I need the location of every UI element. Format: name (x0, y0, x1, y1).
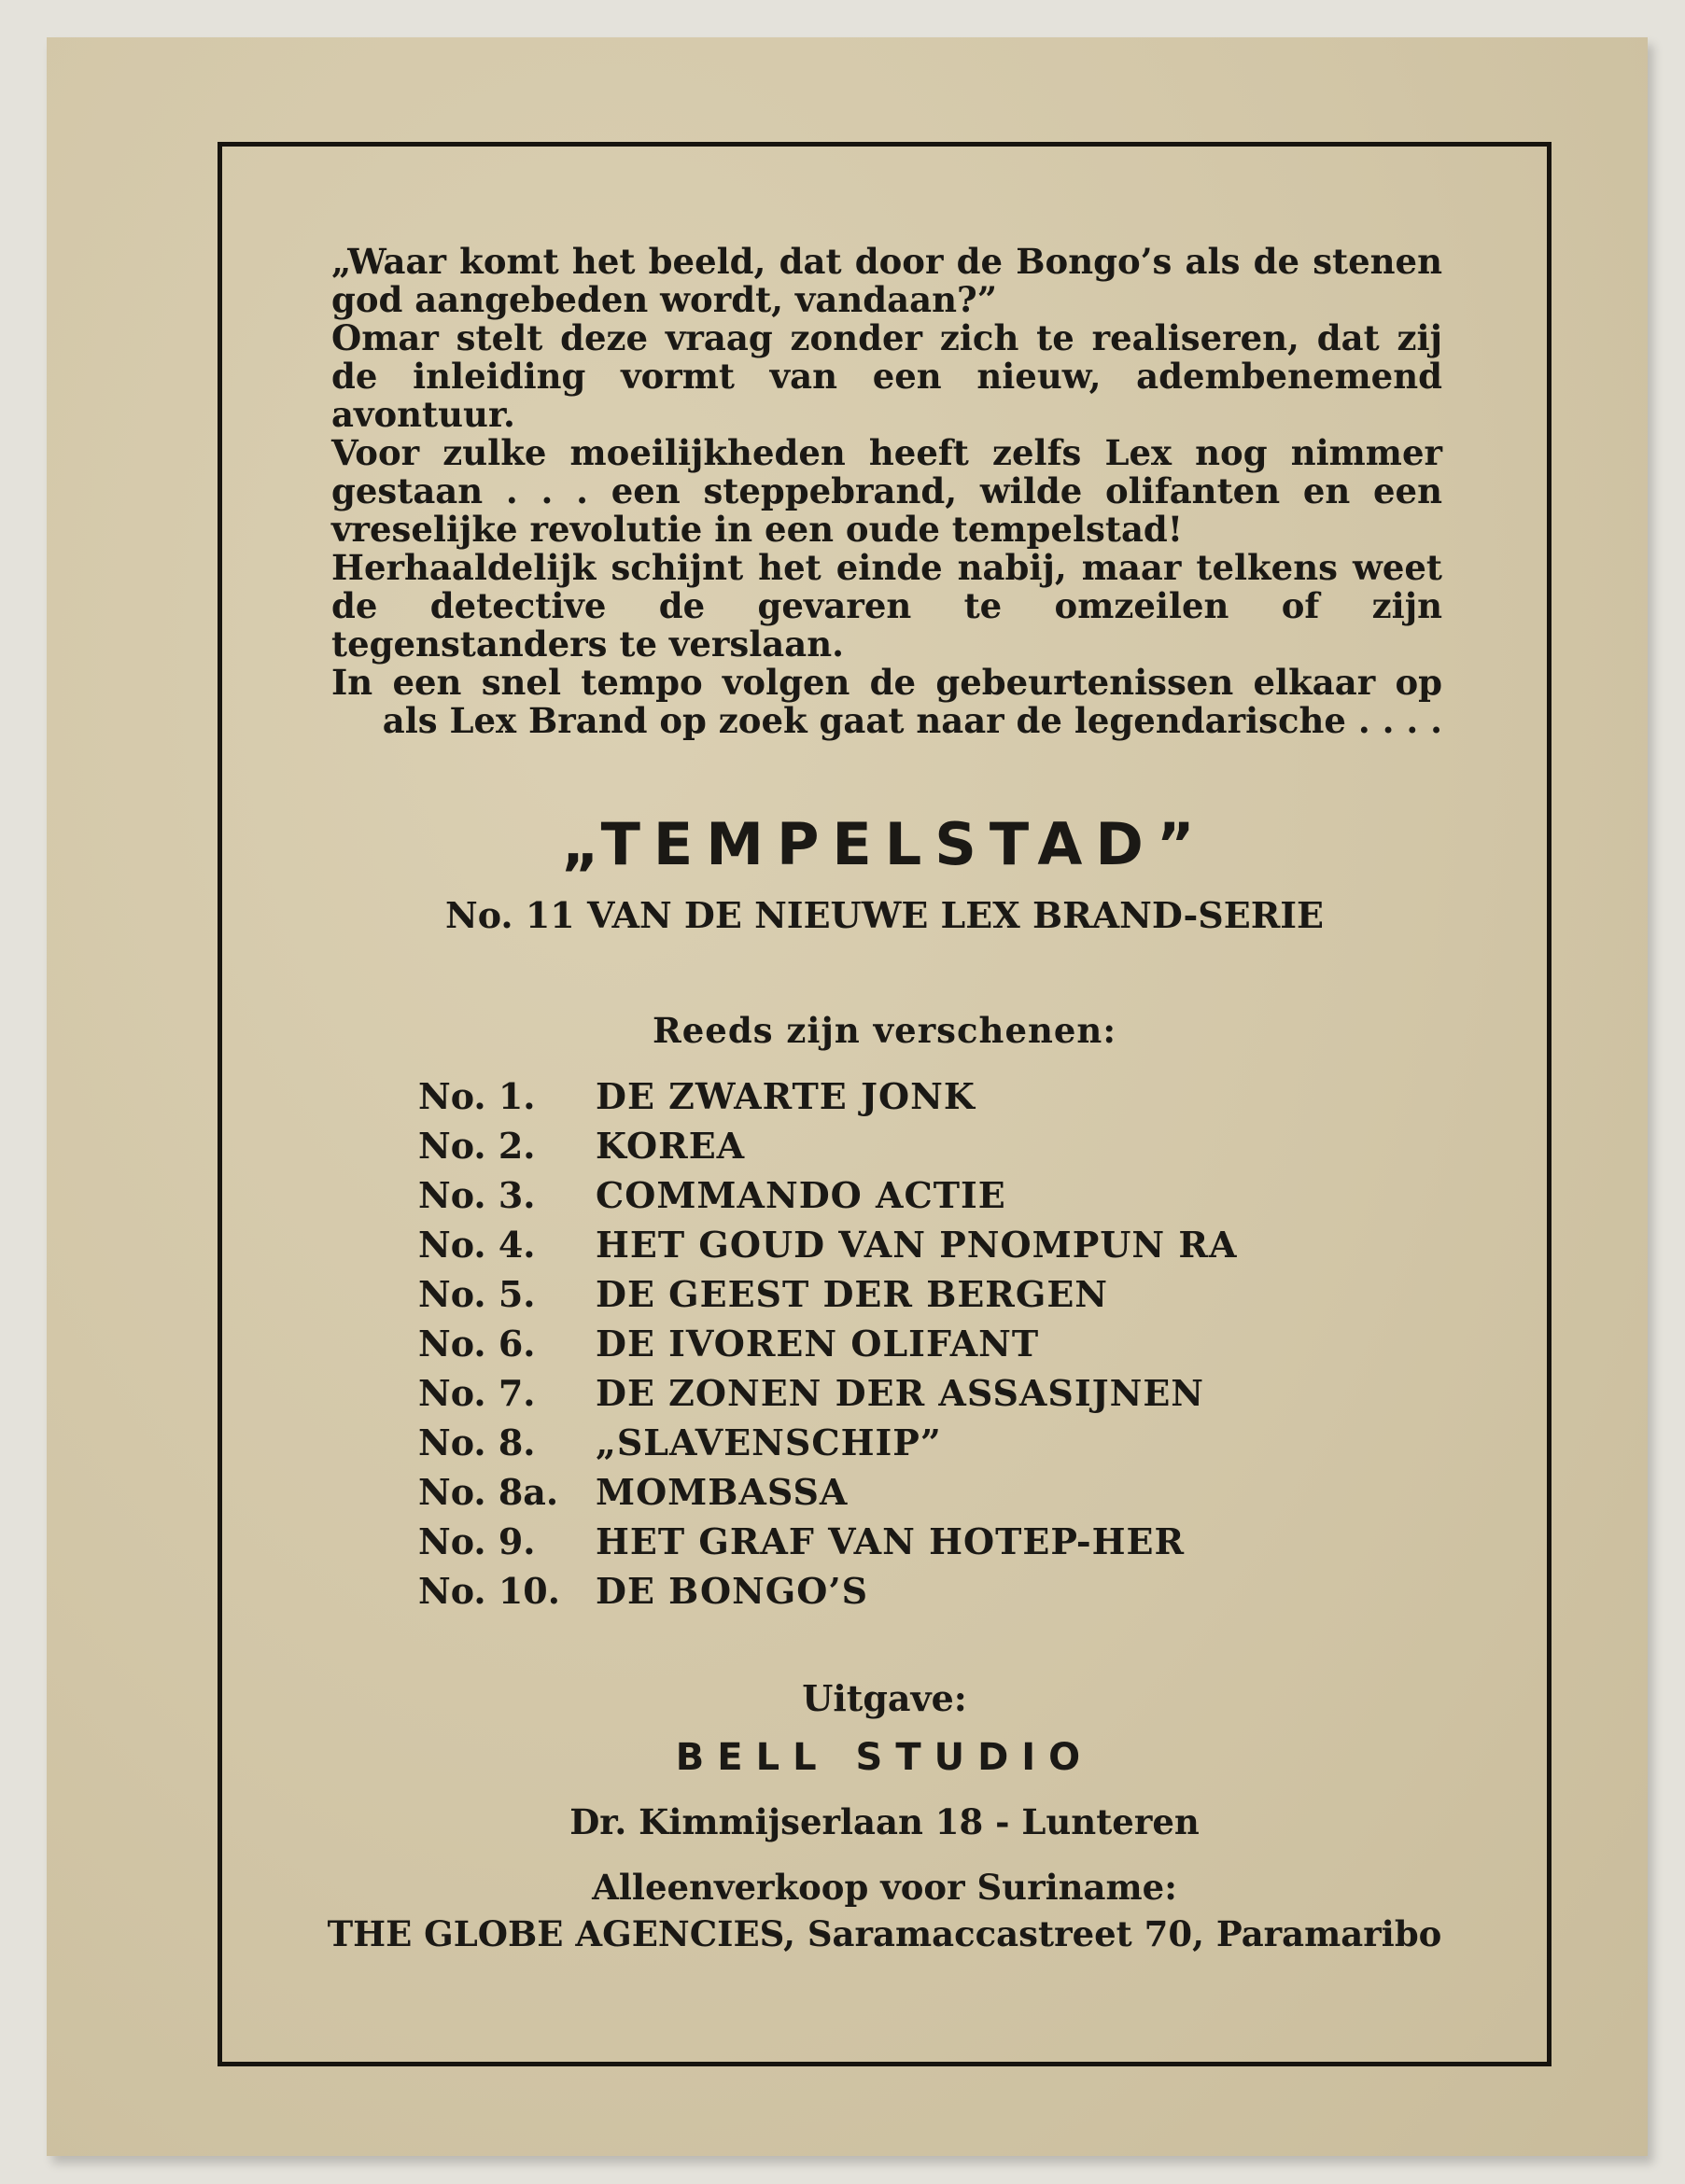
issue-number: No. 9. (418, 1520, 536, 1562)
list-item (418, 1566, 1352, 1616)
issue-title: „SLAVENSCHIP” (596, 1421, 942, 1463)
blurb-paragraph: „Waar komt het beeld, dat door de Bongo’s als de stenen god aangebeden wordt, vandaan?” (331, 241, 1442, 320)
blurb-text (331, 243, 1442, 740)
blurb-paragraph: Omar stelt deze vraag zonder zich te realiseren, dat zij de inleiding vormt van een nieuw, adembenemend avontuur. (331, 317, 1442, 435)
list-item (418, 1467, 1352, 1517)
list-item (418, 1368, 1352, 1418)
series-subtitle: No. 11 VAN DE NIEUWE LEX BRAND-SERIE (444, 894, 1325, 936)
list-item (418, 1220, 1352, 1269)
issue-title: DE IVOREN OLIFANT (596, 1323, 1040, 1365)
list-item (418, 1071, 1352, 1121)
issue-number: No. 2. (418, 1125, 536, 1167)
issue-title: HET GRAF VAN HOTEP-HER (596, 1520, 1186, 1562)
issue-number: No. 10. (418, 1570, 560, 1612)
blurb-paragraph: Voor zulke moeilijkheden heeft zelfs Lex nog nimmer gestaan . . . een steppebrand, wilde olifanten en een vreselijke revolutie in een oude tempelstad! (331, 432, 1442, 550)
list-item (418, 1517, 1352, 1566)
publisher-name: BELL STUDIO (675, 1736, 1094, 1779)
issue-number: No. 5. (418, 1273, 536, 1315)
list-item (418, 1170, 1352, 1220)
issue-number: No. 1. (418, 1075, 536, 1117)
book-title: „TEMPELSTAD” (561, 810, 1208, 878)
issue-number: No. 6. (418, 1323, 536, 1365)
list-item (418, 1319, 1352, 1368)
issue-number: No. 3. (418, 1174, 536, 1216)
issue-title: HET GOUD VAN PNOMPUN RA (596, 1224, 1238, 1266)
publisher-address: Dr. Kimmijserlaan 18 - Lunteren (569, 1801, 1200, 1842)
issue-title: KOREA (596, 1125, 746, 1167)
issue-title: DE GEEST DER BERGEN (596, 1273, 1109, 1315)
publisher-label: Uitgave: (802, 1677, 967, 1719)
series-list (418, 1071, 1352, 1616)
issue-title: DE ZWARTE JONK (596, 1075, 976, 1117)
published-heading: Reeds zijn verschenen: (653, 1010, 1116, 1051)
list-item (418, 1121, 1352, 1170)
issue-number: No. 8. (418, 1421, 536, 1463)
sale-label: Alleenverkoop voor Suriname: (592, 1867, 1177, 1908)
blurb-paragraph: In een snel tempo volgen de gebeurtenissen elkaar op als Lex Brand op zoek gaat naar de legendarische . . . . (331, 662, 1442, 741)
issue-title: MOMBASSA (596, 1471, 849, 1513)
agency-address: THE GLOBE AGENCIES, Saramaccastreet 70, Paramaribo (327, 1913, 1442, 1954)
blurb-paragraph: Herhaaldelijk schijnt het einde nabij, maar telkens weet de detective de gevaren te omzeilen of zijn tegenstanders te verslaan. (331, 547, 1442, 665)
issue-title: DE BONGO’S (596, 1570, 869, 1612)
issue-title: COMMANDO ACTIE (596, 1174, 1006, 1216)
issue-number: No. 4. (418, 1224, 536, 1266)
issue-number: No. 7. (418, 1372, 536, 1414)
list-item (418, 1418, 1352, 1467)
issue-title: DE ZONEN DER ASSASIJNEN (596, 1372, 1205, 1414)
issue-number: No. 8a. (418, 1471, 559, 1513)
list-item (418, 1269, 1352, 1319)
